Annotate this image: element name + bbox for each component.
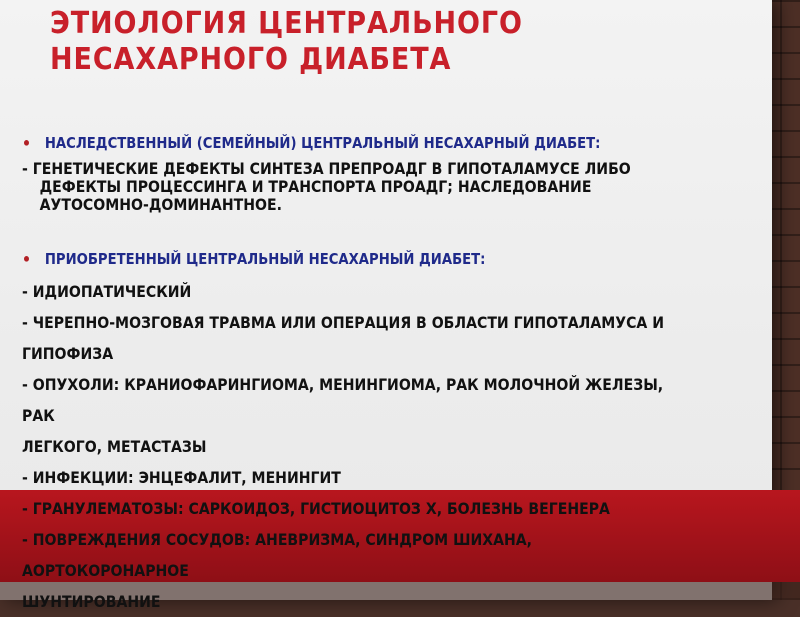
bullet-icon: • — [22, 134, 32, 153]
list-item: - ИНФЕКЦИИ: ЭНЦЕФАЛИТ, МЕНИНГИТ — [22, 468, 341, 487]
list-item: - ПОВРЕЖДЕНИЯ СОСУДОВ: АНЕВРИЗМА, СИНДРОМ ШИХАНА, АОРТОКОРОНАРНОЕ — [22, 530, 533, 580]
list-item: ЛЕГКОГО, МЕТАСТАЗЫ — [22, 437, 207, 456]
acquired-causes-list — [22, 276, 673, 617]
slide-title: ЭТИОЛОГИЯ ЦЕНТРАЛЬНОГО НЕСАХАРНОГО ДИАБЕТА — [50, 6, 523, 77]
slide-content — [22, 132, 673, 617]
list-item: - ГРАНУЛЕМАТОЗЫ: САРКОИДОЗ, ГИСТИОЦИТОЗ Х, БОЛЕЗНЬ ВЕГЕНЕРА — [22, 499, 610, 518]
section-heading-text: ПРИОБРЕТЕННЫЙ ЦЕНТРАЛЬНЫЙ НЕСАХАРНЫЙ ДИАБЕТ: — [44, 250, 486, 268]
section-heading-hereditary — [22, 132, 673, 154]
list-item: ШУНТИРОВАНИЕ — [22, 592, 161, 611]
section-heading-text: НАСЛЕДСТВЕННЫЙ (СЕМЕЙНЫЙ) ЦЕНТРАЛЬНЫЙ НЕСАХАРНЫЙ ДИАБЕТ: — [44, 134, 601, 152]
bullet-icon: • — [22, 250, 32, 269]
list-item: - ОПУХОЛИ: КРАНИОФАРИНГИОМА, МЕНИНГИОМА, РАК МОЛОЧНОЙ ЖЕЛЕЗЫ, РАК — [22, 375, 664, 425]
list-item: - ЧЕРЕПНО-МОЗГОВАЯ ТРАВМА ИЛИ ОПЕРАЦИЯ В ОБЛАСТИ ГИПОТАЛАМУСА И — [22, 313, 665, 332]
list-item: ГИПОФИЗА — [22, 344, 114, 363]
list-item: - ИДИОПАТИЧЕСКИЙ — [22, 282, 192, 301]
hereditary-description: - ГЕНЕТИЧЕСКИЕ ДЕФЕКТЫ СИНТЕЗА ПРЕПРОАДГ В ГИПОТАЛАМУСЕ ЛИБО ДЕФЕКТЫ ПРОЦЕССИНГА И ТРАНСПОРТА ПРОАДГ; НАСЛЕДОВАНИЕ АУТОСОМНО-ДОМИНАНТНОЕ. — [22, 159, 631, 214]
section-heading-acquired — [22, 248, 673, 270]
